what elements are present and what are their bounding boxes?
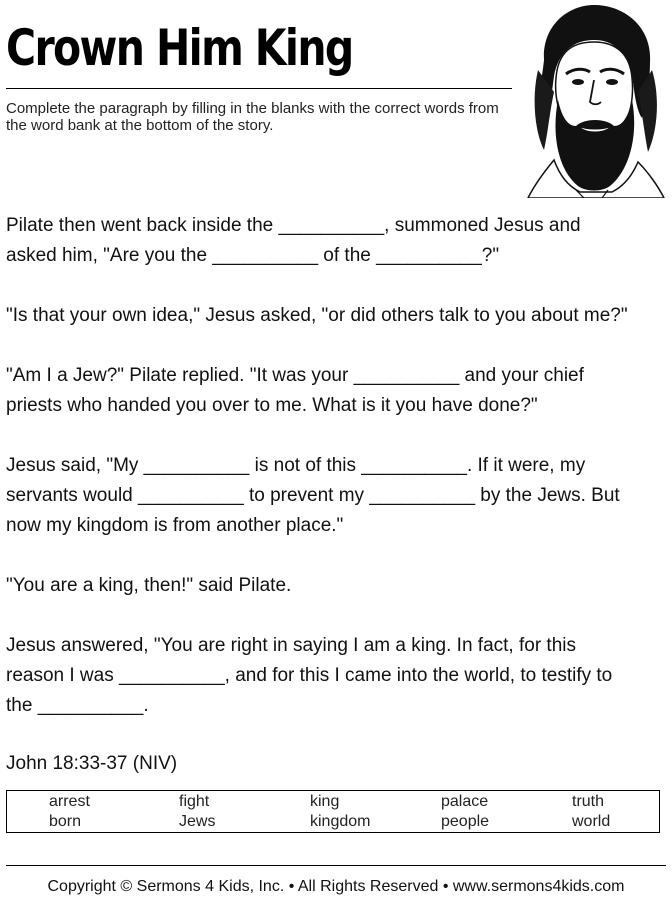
word-bank-item: palace [441, 793, 489, 810]
word-bank [6, 790, 660, 833]
story-line: "Am I a Jew?" Pilate replied. "It was your __________ and your chief [6, 365, 584, 386]
jesus-portrait-illustration [514, 0, 666, 198]
story-line: Pilate then went back inside the __________, summoned Jesus and [6, 215, 581, 236]
word-bank-item: born [49, 813, 82, 830]
story-line: reason I was __________, and for this I came into the world, to testify to [6, 665, 613, 686]
word-bank-item: truth [572, 793, 605, 810]
title-divider [6, 88, 512, 89]
story-line: the __________. [6, 695, 149, 716]
story-line: "Is that your own idea," Jesus asked, "or did others talk to you about me?" [6, 305, 628, 326]
copyright-footer: Copyright © Sermons 4 Kids, Inc. • All Rights Reserved • www.sermons4kids.com [47, 878, 625, 895]
word-bank-item: Jews [179, 813, 216, 830]
footer-divider [6, 865, 666, 866]
word-bank-item: people [441, 813, 490, 830]
story-paragraphs [6, 211, 666, 721]
word-bank-item: arrest [49, 793, 90, 810]
instructions: Complete the paragraph by filling in the blanks with the correct words from the word bank at the bottom of the story. [6, 100, 499, 134]
story-line: Jesus answered, "You are right in saying I am a king. In fact, for this [6, 635, 576, 656]
story-line: now my kingdom is from another place." [6, 515, 344, 536]
story-line: servants would __________ to prevent my __________ by the Jews. But [6, 485, 620, 506]
word-bank-item: kingdom [310, 813, 371, 830]
story-line: Jesus said, "My __________ is not of this __________. If it were, my [6, 455, 586, 476]
story-line: asked him, "Are you the __________ of the __________?" [6, 245, 500, 266]
word-bank-item: king [310, 793, 340, 810]
story-line: "You are a king, then!" said Pilate. [6, 575, 292, 596]
word-bank-item: world [572, 813, 611, 830]
page-title: Crown Him King [6, 19, 353, 77]
word-bank-item: fight [179, 793, 210, 810]
story-line: priests who handed you over to me. What is it you have done?" [6, 395, 538, 416]
scripture-reference: John 18:33-37 (NIV) [6, 753, 178, 774]
